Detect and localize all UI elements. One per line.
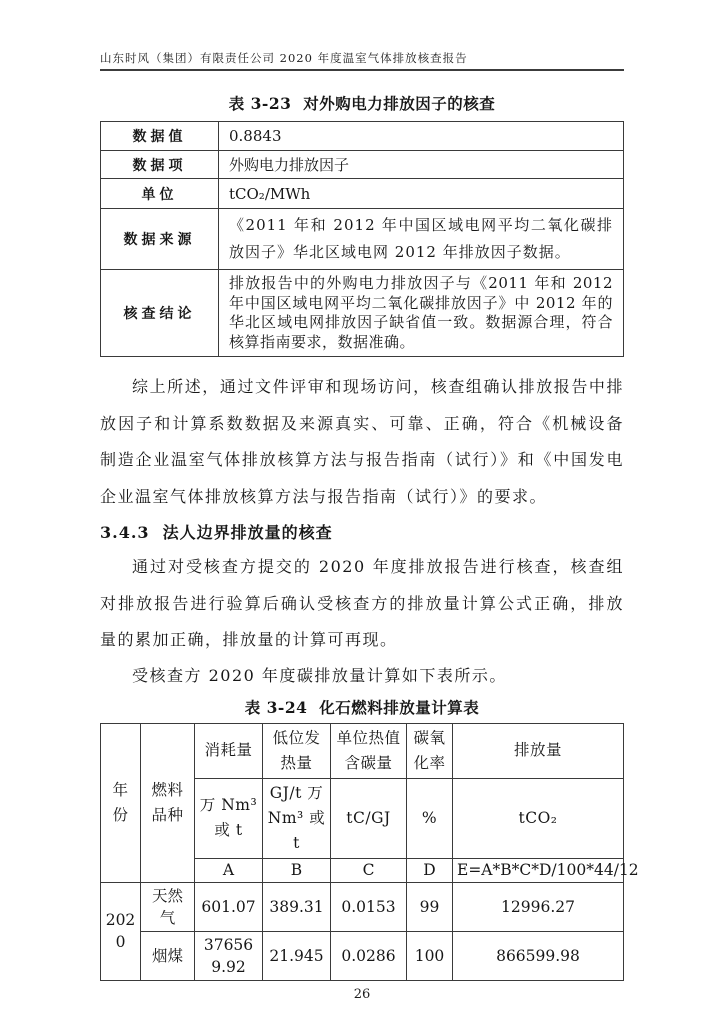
col-header-consumption: 消耗量 [195,723,263,778]
col-header-emission: 排放量 [453,723,624,778]
row-value: 排放报告中的外购电力排放因子与《2011 年和 2012 年中国区域电网平均二氧化碳排放因子》中 2012 年的华北区域电网排放因子缺省值一致。数据源合理，符合核算指南要求，数据准确。 [219,270,624,357]
page-content [0,50,724,1003]
symbol-a: A [195,858,263,882]
running-header: 山东时风（集团）有限责任公司 2020 年度温室气体排放核查报告 [100,50,624,71]
table-323 [100,121,624,357]
table-row [101,151,624,179]
row-label: 数据项 [101,151,219,179]
symbol-b: B [263,858,331,882]
summary-paragraph: 综上所述，通过文件评审和现场访问，核查组确认排放报告中排放因子和计算系数数据及来源真实、可靠、正确，符合《机械设备制造企业温室气体排放核算方法与报告指南（试行）》和《中国发电企业温室气体排放核算方法与报告指南（试行）》的要求。 [100,377,624,506]
fuel-cell: 天然气 [141,882,195,931]
oxidation-rate-cell: 100 [407,931,453,980]
year-cell: 2020 [101,882,141,980]
col-header-oxidation-rate: 碳氧化率 [407,723,453,778]
emission-cell: 866599.98 [453,931,624,980]
row-label: 核查结论 [101,270,219,357]
symbol-c: C [331,858,407,882]
row-label: 数据来源 [101,209,219,270]
row-value: tCO₂/MWh [219,179,624,209]
table-row [101,179,624,209]
table-row [101,931,624,980]
col-header-carbon-content: 单位热值含碳量 [331,723,407,778]
col-header-ncv: 低位发热量 [263,723,331,778]
table-323-caption: 表 3-23 对外购电力排放因子的核查 [228,94,496,113]
unit-emission: tCO₂ [453,778,624,858]
col-header-fuel-type: 燃料品种 [141,723,195,882]
row-label: 数据值 [101,122,219,151]
table-intro-paragraph: 受核查方 2020 年度碳排放量计算如下表所示。 [132,665,507,685]
consumption-cell: 601.07 [195,882,263,931]
unit-consumption: 万 Nm³ 或 t [195,778,263,858]
table-324-caption: 表 3-24 化石燃料排放量计算表 [244,697,480,717]
symbol-d: D [407,858,453,882]
carbon-content-cell: 0.0153 [331,882,407,931]
col-header-year: 年份 [101,723,141,882]
emission-cell: 12996.27 [453,882,624,931]
section-heading: 3.4.3 法人边界排放量的核查 [100,523,333,542]
header-row-names [101,723,624,778]
symbol-e-formula: E=A*B*C*D/100*44/12 [453,858,624,882]
table-row [101,122,624,151]
table-324 [100,723,639,981]
unit-carbon-content: tC/GJ [331,778,407,858]
oxidation-rate-cell: 99 [407,882,453,931]
verification-paragraph: 通过对受核查方提交的 2020 年度排放报告进行核查，核查组对排放报告进行验算后确认受核查方的排放量计算公式正确，排放量的累加正确，排放量的计算可再现。 [100,557,624,649]
row-value: 外购电力排放因子 [219,151,624,179]
row-value: 《2011 年和 2012 年中国区域电网平均二氧化碳排放因子》华北区域电网 2012 年排放因子数据。 [219,209,624,270]
carbon-content-cell: 0.0286 [331,931,407,980]
unit-oxidation-rate: % [407,778,453,858]
consumption-cell: 376569.92 [195,931,263,980]
unit-ncv: GJ/t 万 Nm³ 或 t [263,778,331,858]
table-row [101,209,624,270]
page-number: 26 [353,986,371,1002]
row-label: 单位 [101,179,219,209]
fuel-cell: 烟煤 [141,931,195,980]
table-row [101,270,624,357]
ncv-cell: 21.945 [263,931,331,980]
row-value: 0.8843 [219,122,624,151]
ncv-cell: 389.31 [263,882,331,931]
table-row [101,882,624,931]
